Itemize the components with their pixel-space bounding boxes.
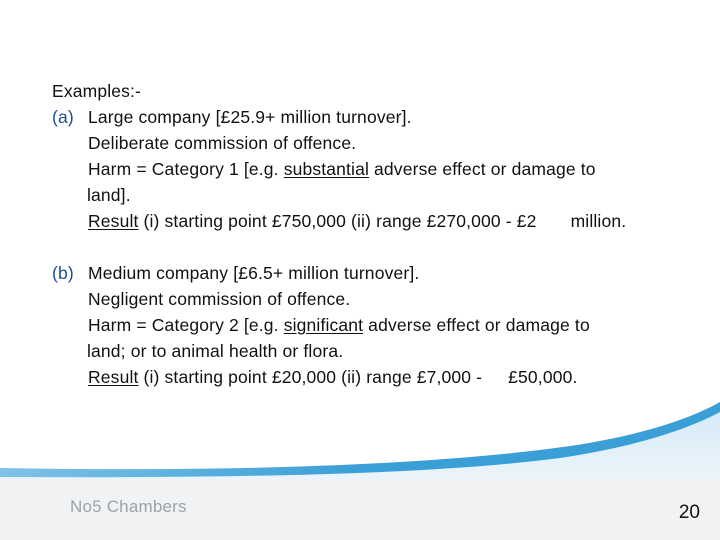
example-a-result: Result (i) starting point £750,000 (ii) range £270,000 - £2 million. <box>88 211 627 231</box>
examples-heading: Examples:- <box>52 81 142 101</box>
example-b-line1: (b) Medium company [£6.5+ million turnover]. <box>52 260 712 286</box>
example-b-line4: land; or to animal health or flora. <box>87 341 344 361</box>
page-number: 20 <box>678 502 700 523</box>
example-a-result-label: Result <box>88 211 139 231</box>
example-b-line2: Negligent commission of offence. <box>88 289 351 309</box>
example-a-line2: Deliberate commission of offence. <box>88 133 357 153</box>
example-b-label: (b) <box>52 263 74 283</box>
chambers-logo: No5 Chambers <box>70 497 187 516</box>
example-b-result-label: Result <box>88 367 139 387</box>
example-a-line4: land]. <box>87 185 131 205</box>
example-a-label: (a) <box>52 107 74 127</box>
slide-body <box>52 78 712 390</box>
footer-wave-graphic <box>0 380 720 490</box>
example-b-result: Result (i) starting point £20,000 (ii) range £7,000 - £50,000. <box>88 367 578 387</box>
example-a-line1: (a) Large company [£25.9+ million turnover]. <box>52 104 712 130</box>
example-b-line3: Harm = Category 2 [e.g. significant adverse effect or damage to <box>88 315 590 335</box>
example-b-underlined-term: significant <box>283 315 364 335</box>
example-a-line3: Harm = Category 1 [e.g. substantial adverse effect or damage to <box>88 159 596 179</box>
example-a-underlined-term: substantial <box>283 159 370 179</box>
